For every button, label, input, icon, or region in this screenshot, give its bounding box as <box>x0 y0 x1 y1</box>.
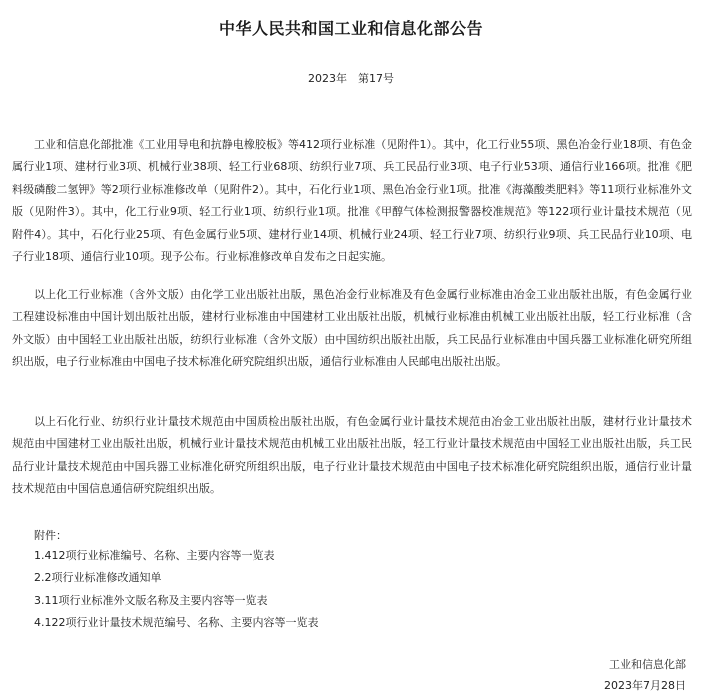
signature-organization: 工业和信息化部 <box>609 658 686 671</box>
document-number: 2023年 第17号 <box>308 72 394 85</box>
attachment-item: 2.2项行业标准修改通知单 <box>34 571 162 585</box>
signature-date: 2023年7月28日 <box>604 679 686 692</box>
attachments-heading: 附件： <box>34 529 67 542</box>
attachment-item: 1.412项行业标准编号、名称、主要内容等一览表 <box>34 549 275 562</box>
attachments-list <box>34 545 319 635</box>
body-paragraph-approval: 工业和信息化部批准《工业用导电和抗静电橡胶板》等412项行业标准（见附件1）。其中，化工行业55项、黑色冶金行业18项、有色金属行业1项、建材行业3项、机械行业38项、轻工行业68项、纺织行业7项、兵工民品行业3项、电子行业53项、通信行业166项。批准《肥料级磷酸二氢钾》等2项行业标准修改单（见附件2）。其中，石化行业1项、黑色冶金行业1项。批准《海藻酸类肥料》等11项行业标准外文版（见附件3）。其中，化工行业9项、轻工行业1项、纺织行业1项。批准《甲醇气体检测报警器校准规范》等122项行业计量技术规范（见附件4）。其中，石化行业25项、有色金属行业5项、建材行业14项、机械行业24项、轻工行业7项、纺织行业9项、兵工民品行业10项、电子行业18项、通信行业10项。现予公布。行业标准修改单自发布之日起实施。 <box>12 138 692 264</box>
body-paragraph-metrology-publishers: 以上石化行业、纺织行业计量技术规范由中国质检出版社出版，有色金属行业计量技术规范由冶金工业出版社出版，建材行业计量技术规范由中国建材工业出版社出版，机械行业计量技术规范由机械工业出版社出版，轻工行业计量技术规范由中国轻工业出版社出版，兵工民品行业计量技术规范由中国兵器工业标准化研究所组织出版，电子行业计量技术规范由中国电子技术标准化研究院组织出版，通信行业计量技术规范由中国信息通信研究院组织出版。 <box>12 415 692 496</box>
document-title: 中华人民共和国工业和信息化部公告 <box>218 19 483 38</box>
body-paragraph-standards-publishers: 以上化工行业标准（含外文版）由化学工业出版社出版，黑色冶金行业标准及有色金属行业标准由冶金工业出版社出版，有色金属行业工程建设标准由中国计划出版社出版，建材行业标准由中国建材工业出版社出版，机械行业标准由机械工业出版社出版，轻工行业标准（含外文版）由中国轻工业出版社出版，纺织行业标准（含外文版）由中国纺织出版社出版，兵工民品行业标准由中国兵器工业标准化研究所组织出版，电子行业标准由中国电子技术标准化研究院组织出版，通信行业标准由人民邮电出版社出版。 <box>12 288 692 369</box>
attachment-item: 4.122项行业计量技术规范编号、名称、主要内容等一览表 <box>34 616 319 630</box>
attachment-item: 3.11项行业标准外文版名称及主要内容等一览表 <box>34 593 268 607</box>
